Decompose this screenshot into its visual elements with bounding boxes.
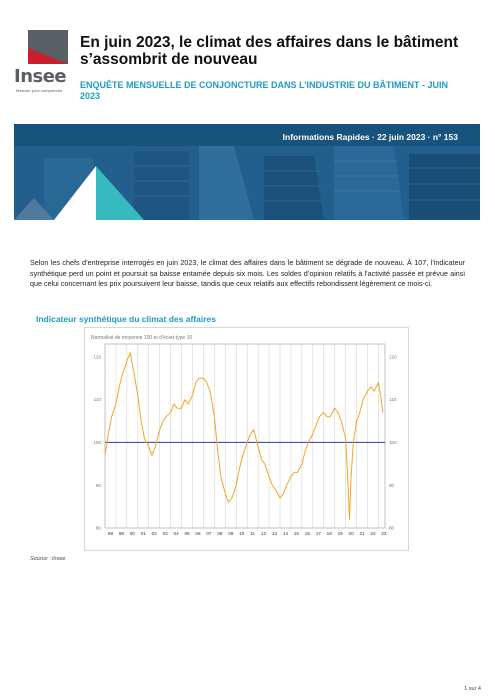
x-tick-label: 07 <box>206 531 212 536</box>
series-group <box>105 353 383 520</box>
page-number: 1 sur 4 <box>464 686 481 692</box>
chart-title: Indicateur synthétique du climat des affaires <box>36 314 216 324</box>
x-tick-label: 18 <box>326 531 332 536</box>
logo-mark <box>28 30 68 64</box>
x-tick-label: 11 <box>250 531 256 536</box>
x-tick-label: 08 <box>217 531 223 536</box>
header-banner <box>14 124 480 220</box>
x-tick-label: 16 <box>304 531 310 536</box>
x-tick-label: 21 <box>359 531 365 536</box>
plot-area <box>105 344 385 528</box>
y-tick-label-left: 80 <box>95 525 101 531</box>
x-tick-label: 00 <box>129 531 135 536</box>
y-tick-label-left: 120 <box>93 354 101 360</box>
x-tick-label: 01 <box>140 531 146 536</box>
x-tick-label: 98 <box>107 531 114 536</box>
publication-info: Informations Rapides · 22 juin 2023 · n° 153 <box>282 132 458 142</box>
x-tick-label: 20 <box>348 531 354 536</box>
x-tick-label: 06 <box>195 531 201 536</box>
banner-illustration <box>14 146 480 220</box>
series-line <box>105 353 383 520</box>
x-tick-label: 23 <box>381 531 387 536</box>
x-tick-label: 05 <box>184 531 190 536</box>
x-tick-label: 22 <box>370 531 376 536</box>
climate-chart <box>85 328 408 550</box>
x-tick-label: 10 <box>239 531 245 536</box>
y-tick-label-right: 80 <box>389 525 395 531</box>
x-tick-label: 03 <box>162 531 168 536</box>
y-tick-label-right: 110 <box>389 397 397 403</box>
x-axis <box>108 531 387 536</box>
x-tick-label: 14 <box>282 531 289 536</box>
x-tick-label: 13 <box>271 531 278 536</box>
y-axis-right <box>389 354 397 530</box>
logo-tagline: Mesurer pour comprendre <box>16 88 63 93</box>
x-tick-label: 17 <box>315 531 321 536</box>
y-tick-label-right: 90 <box>389 482 395 488</box>
intro-paragraph: Selon les chefs d’entreprise interrogés en juin 2023, le climat des affaires dans le bâtiment se dégrade de nouveau. À 107, l’indicateur synthétique perd un point et poursuit sa baisse entamée depuis six mois. Les soldes d’opinion relatifs à l’activité passée et prévue ainsi que celui concernant les prix poursuivent leur baisse, tandis que ceux relatifs aux effectifs rebondissent légèrement ce mois-ci. <box>30 258 465 288</box>
y-tick-label-right: 120 <box>389 354 397 360</box>
x-tick-label: 19 <box>337 531 343 536</box>
chart-grid <box>105 344 385 528</box>
x-tick-label: 09 <box>228 531 234 536</box>
y-tick-label-left: 110 <box>93 397 101 403</box>
x-tick-label: 15 <box>293 531 299 536</box>
y-axis-left <box>93 354 101 530</box>
page-subtitle: ENQUÊTE MENSUELLE DE CONJONCTURE DANS L’INDUSTRIE DU BÂTIMENT - JUIN 2023 <box>80 80 449 101</box>
x-tick-label: 12 <box>261 531 267 536</box>
x-tick-label: 02 <box>151 531 157 536</box>
y-tick-label-left: 100 <box>93 440 101 446</box>
chart-frame <box>84 327 409 551</box>
y-tick-label-right: 100 <box>389 440 397 446</box>
logo-wordmark: Insee <box>14 66 67 87</box>
page-title: En juin 2023, le climat des affaires dans le bâtiment s’assombrit de nouveau <box>80 34 459 68</box>
x-tick-label: 04 <box>173 531 179 536</box>
chart-source: Source : Insee <box>30 556 66 562</box>
insee-logo <box>14 30 70 96</box>
chart-note: Normalisé de moyenne 100 et d’écart-type 10 <box>91 335 193 341</box>
y-tick-label-left: 90 <box>95 482 101 488</box>
x-tick-label: 99 <box>118 531 124 536</box>
